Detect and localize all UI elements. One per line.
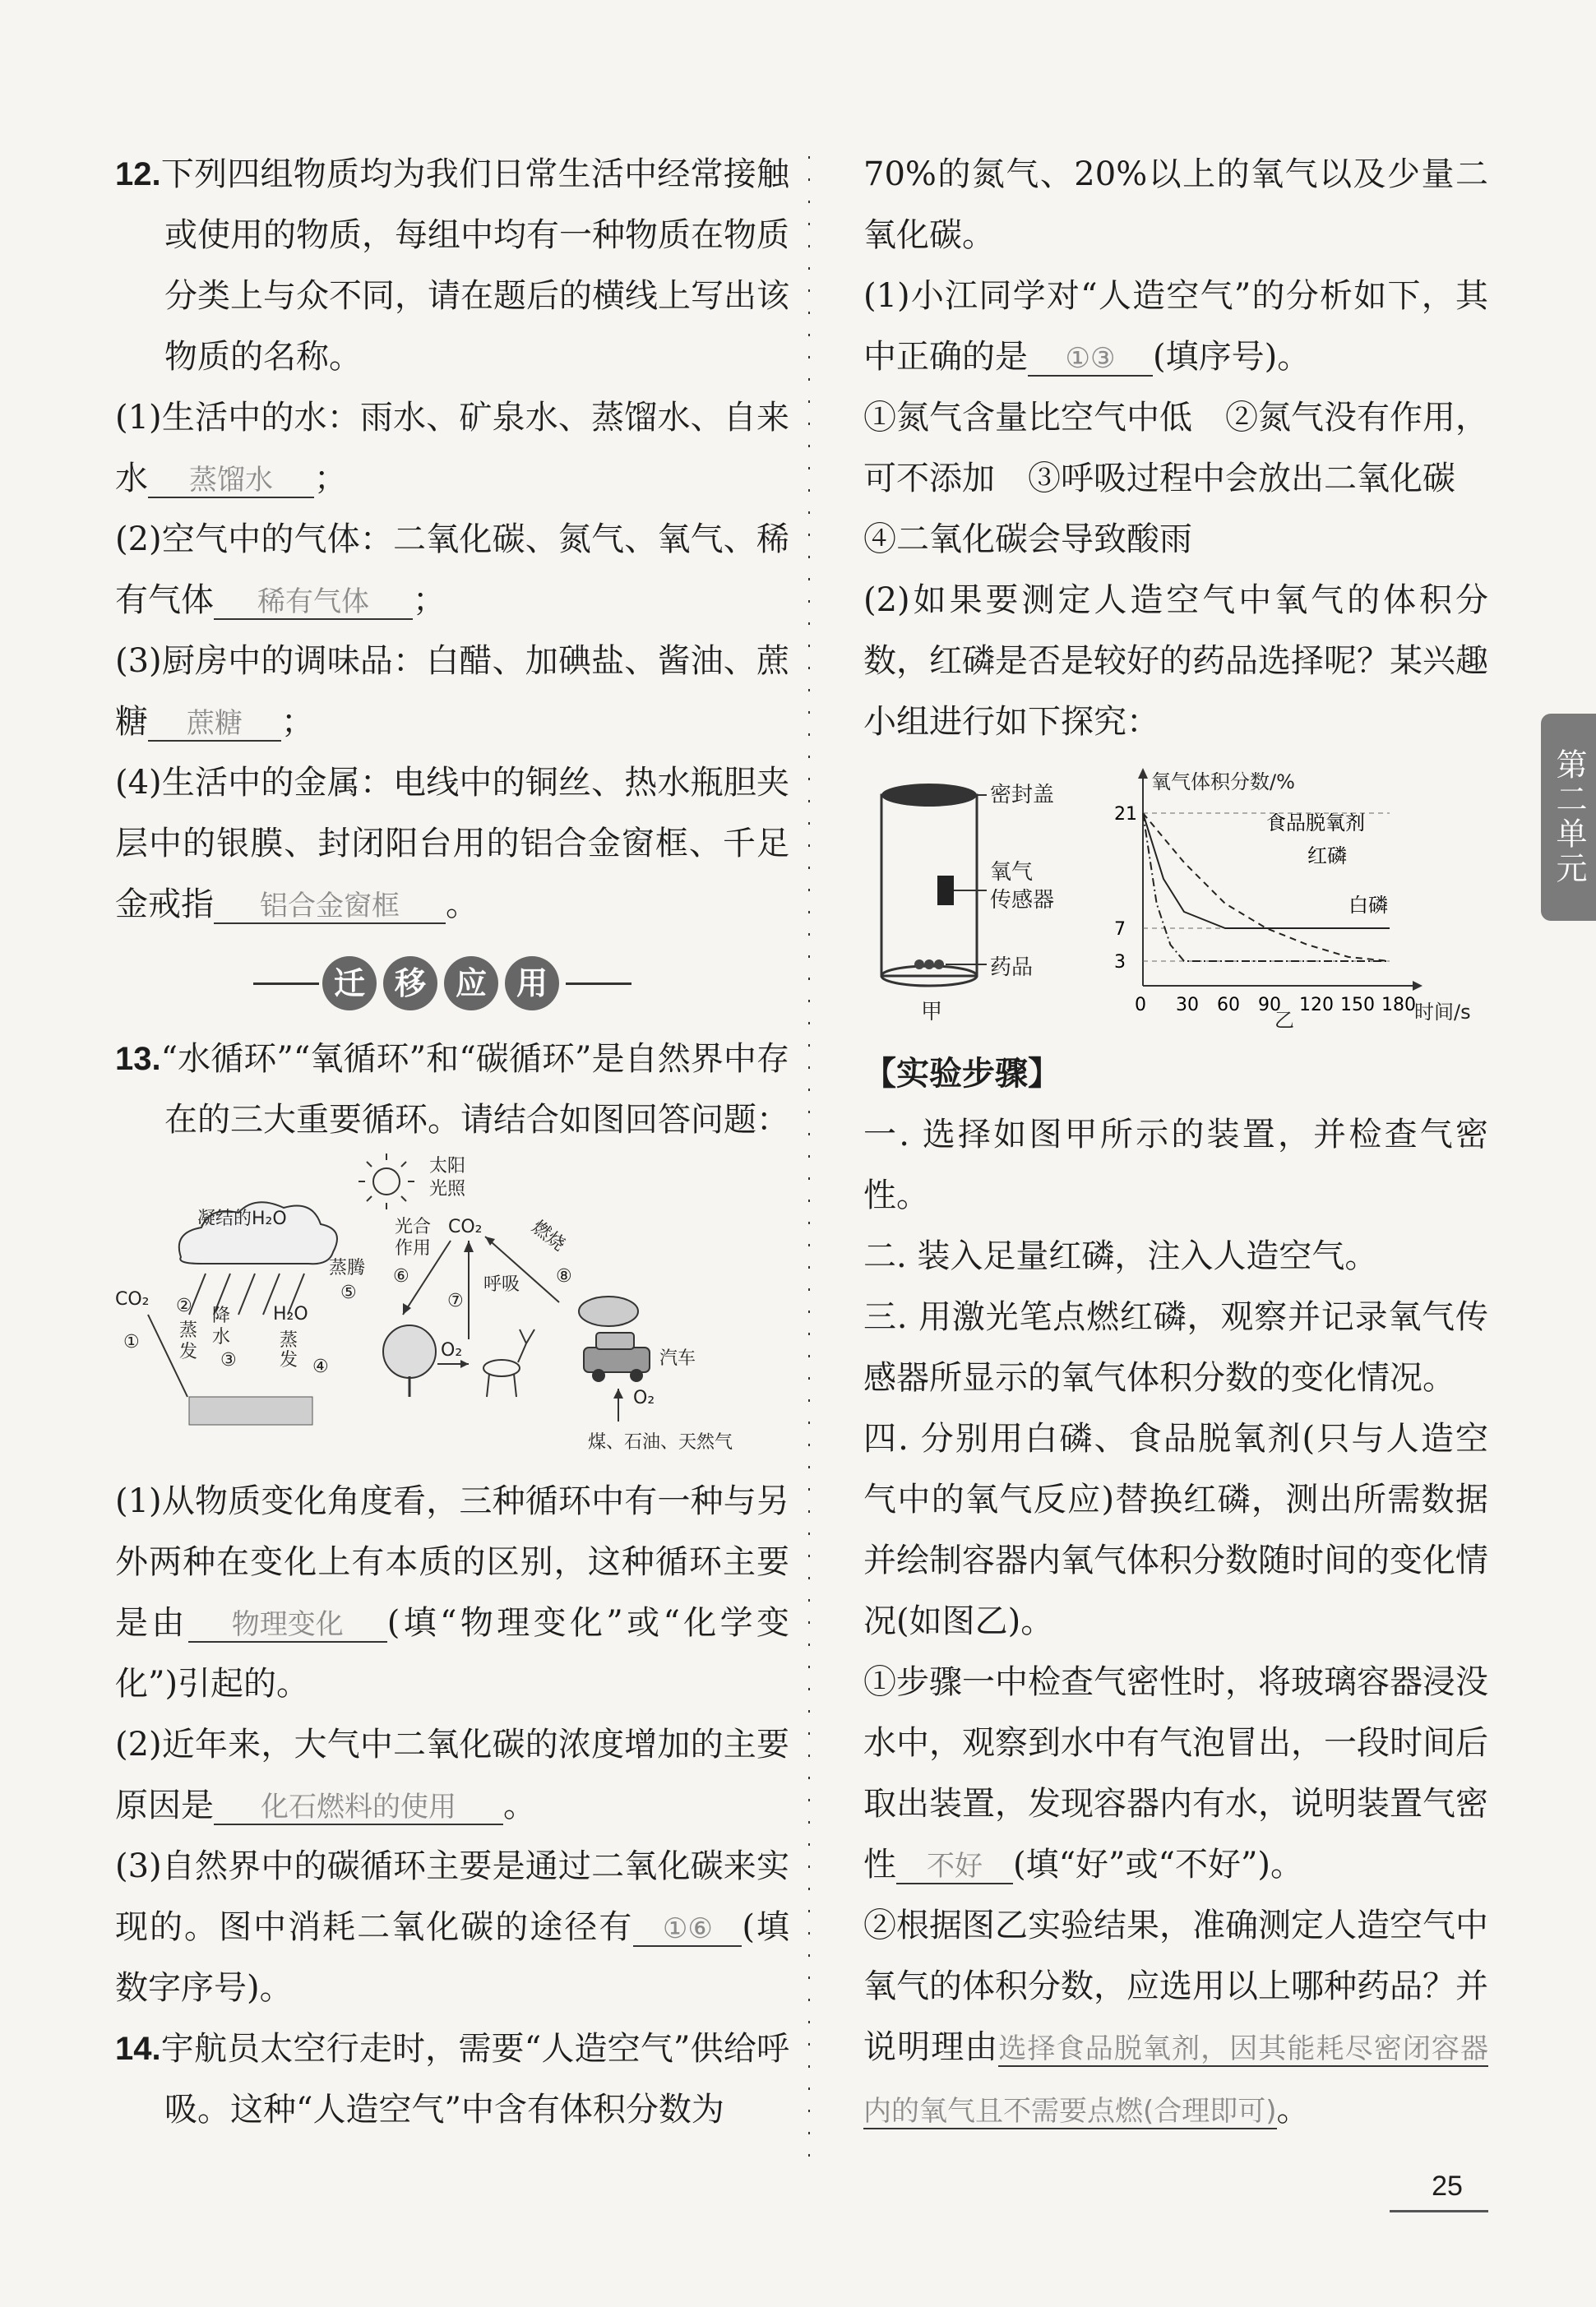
y-tick-label: 7 (1114, 919, 1126, 940)
cycle-figure (115, 1150, 789, 1471)
num-4: ④ (312, 1357, 329, 1377)
page-number: 25 (1432, 2171, 1463, 2202)
answer-blank[interactable]: 蒸馏水 (148, 464, 314, 498)
part-text: (3)自然界中的碳循环主要是通过二氧化碳来实现的。图中消耗二氧化碳的途径有 (115, 1847, 789, 1946)
part-text: ②根据图乙实验结果，准确测定人造空气中氧气的体积分数，应选用以上哪种药品？并说明理由 (863, 1907, 1488, 2066)
question-number: 13. (115, 1041, 161, 1077)
respiration-label: 呼吸 (483, 1274, 520, 1295)
answer-blank[interactable]: 化石燃料的使用 (214, 1791, 503, 1825)
y-tick-label: 21 (1114, 804, 1137, 825)
section-banner (115, 946, 789, 1020)
question-13-stem (115, 1029, 789, 1150)
smoke-icon (579, 1297, 638, 1326)
y-axis-arrow (1138, 768, 1148, 779)
x-tick-label: 60 (1217, 995, 1240, 1015)
answer-line-2[interactable]: 闭容器内的氧气且不需要点燃(合理即 (863, 2032, 1489, 2128)
num-3: ③ (220, 1350, 237, 1371)
water-body-icon (189, 1397, 312, 1425)
drug-label: 药品 (990, 955, 1034, 980)
fuels-label: 煤、石油、天然气 (588, 1432, 733, 1453)
condensed-label: 凝结的H₂O (197, 1209, 287, 1229)
q13-part2 (115, 1714, 789, 1836)
answer-blank[interactable]: 蔗糖 (148, 707, 281, 742)
part-text: (3)厨房中的调味品：白醋、加碘盐、酱油、蔗糖 (115, 642, 789, 741)
banner-char: 应 (444, 956, 498, 1010)
y-axis-label: 氧气体积分数/% (1151, 770, 1295, 793)
co2-left: CO₂ (115, 1289, 150, 1310)
part-text: (1)小江同学对“人造空气”的分析如下，其中正确的是 (863, 277, 1488, 376)
fig-jia-caption: 甲 (921, 1000, 943, 1024)
question-text: 下列四组物质均为我们日常生活中经常接触或使用的物质，每组中均有一种物质在物质分类上与众不同，请在题后的横线上写出该物质的名称。 (160, 155, 789, 376)
part-text: (2)空气中的气体：二氧化碳、氮气、氧气、稀有气体 (115, 520, 789, 619)
burning-label: 燃烧 (527, 1217, 569, 1255)
column-divider (803, 156, 815, 2162)
question-text: “水循环”“氧循环”和“碳循环”是自然界中存在的三大重要循环。请结合如图回答问题： (160, 1040, 789, 1139)
question-text: 宇航员太空行走时，需要“人造空气”供给呼吸。这种“人造空气”中含有体积分数为 (160, 2030, 789, 2129)
o2-car: O₂ (633, 1388, 655, 1408)
step-2: 二. 装入足量红磷，注入人造空气。 (863, 1237, 1378, 1275)
punct: ； (281, 703, 314, 741)
yi-chart (863, 764, 1488, 1035)
part-text: (1)从物质变化角度看，三种循环中有一种与另外两种在变化上有本质的区别，这种循环主要是由 (115, 1482, 789, 1642)
part-text: 。 (503, 1787, 536, 1824)
lid-label: 密封盖 (990, 783, 1055, 807)
sensor-label-1: 氧气 (990, 860, 1034, 885)
photosynthesis-1: 光合 (395, 1217, 432, 1237)
q14-sub-a2 (863, 1895, 1488, 2142)
cycle-diagram (115, 1150, 789, 1471)
series-line-2 (1143, 813, 1390, 961)
x-axis-label: 时间/s (1414, 1001, 1471, 1024)
num-8: ⑧ (556, 1266, 572, 1287)
answer-blank[interactable]: ①⑥ (633, 1912, 742, 1947)
q12-part3 (115, 631, 789, 752)
co2-top: CO₂ (448, 1217, 483, 1237)
x-tick-label: 0 (1135, 995, 1146, 1015)
q14-part2: (2)如果要测定人造空气中氧气的体积分数，红磷是否是较好的药品选择呢？某兴趣小组进行如下探究： (863, 581, 1488, 741)
answer-blank[interactable]: ①③ (1028, 342, 1153, 377)
q12-part2 (115, 509, 789, 631)
question-14-stem (115, 2018, 789, 2140)
transpiration-label: 蒸腾 (329, 1258, 366, 1278)
right-column (863, 144, 1488, 2142)
tree-icon (383, 1325, 436, 1397)
banner-char: 迁 (322, 956, 377, 1010)
h2o-label: H₂O (273, 1304, 308, 1325)
car-label: 汽车 (659, 1348, 696, 1369)
punct: 。 (1276, 2091, 1310, 2129)
evap4b: 发 (280, 1350, 298, 1371)
unit-side-tab[interactable]: 第二单元 (1541, 714, 1596, 921)
sun-label: 太阳 (429, 1156, 466, 1177)
sunlight-label: 光照 (429, 1179, 466, 1200)
x-tick-label: 30 (1176, 995, 1199, 1015)
q14-options-1: ①氮气含量比空气中低 ②氮气没有作用，可不添加 ③呼吸过程中会放出二氧化碳 (863, 399, 1488, 497)
question-number: 12. (115, 156, 161, 192)
part-text: ①步骤一中检查气密性时，将玻璃容器浸没水中，观察到水中有气泡冒出，一段时间后取出装置，发现容器内有水，说明装置气密性 (863, 1663, 1488, 1884)
rain-label-2: 水 (212, 1327, 231, 1348)
steps-title: 【实验步骤】 (863, 1054, 1061, 1093)
x-tick-label: 180 (1381, 995, 1416, 1015)
step-4: 四. 分别用白磷、食品脱氧剂(只与人造空气中的氧气反应)替换红磷，测出所需数据并绘制容器内氧气体积分数随时间的变化情况(如图乙)。 (863, 1420, 1488, 1640)
question-text: 70%的氮气、20%以上的氧气以及少量二氧化碳。 (863, 155, 1488, 254)
part-text: (填序号)。 (1153, 338, 1311, 376)
series-label: 白磷 (1349, 894, 1388, 917)
series-label: 食品脱氧剂 (1266, 811, 1365, 834)
left-column (115, 144, 789, 2140)
q14-continued (863, 144, 1488, 266)
question-12-stem (115, 144, 789, 387)
part-text: (4)生活中的金属：电线中的铜丝、热水瓶胆夹层中的银膜、封闭阳台用的铝合金窗框、千足金戒指 (115, 764, 789, 923)
experiment-figures (863, 764, 1488, 1035)
sun-icon (359, 1154, 414, 1209)
banner-char: 用 (505, 956, 559, 1010)
question-number: 14. (115, 2031, 161, 2067)
series-line-0 (1143, 813, 1390, 961)
evap2b: 发 (179, 1342, 198, 1362)
part-text: (填“好”或“不好”)。 (1013, 1846, 1304, 1884)
q13-part1 (115, 1471, 789, 1714)
o2-mid: O₂ (441, 1340, 463, 1361)
part-text: (2)近年来，大气中二氧化碳的浓度增加的主要原因是 (115, 1726, 789, 1824)
q12-part1 (115, 387, 789, 509)
evap4a: 蒸 (280, 1330, 298, 1351)
punct: ； (413, 581, 446, 619)
num-7: ⑦ (447, 1291, 464, 1311)
answer-blank[interactable]: 稀有气体 (214, 585, 413, 620)
x-tick-label: 150 (1340, 995, 1375, 1015)
fig-yi-caption: 乙 (1274, 1009, 1294, 1032)
punct: ； (314, 460, 347, 497)
punct: 。 (446, 885, 479, 923)
answer-line-1[interactable]: 选择食品脱氧剂，因其能耗尽密 (998, 2032, 1403, 2065)
step-1: 一. 选择如图甲所示的装置，并检查气密性。 (863, 1116, 1488, 1214)
q13-part3 (115, 1836, 789, 2018)
answer-blank[interactable]: 铝合金窗框 (214, 890, 446, 924)
x-tick-label: 90 (1258, 995, 1281, 1015)
x-axis-arrow (1413, 981, 1423, 991)
series-label: 红磷 (1307, 844, 1347, 867)
part-text: (1)生活中的水：雨水、矿泉水、蒸馏水、自来水 (115, 399, 789, 497)
evap2a: 蒸 (179, 1320, 198, 1341)
part-text: (填数字序号)。 (115, 1908, 790, 2007)
sensor-label-2: 传感器 (990, 888, 1055, 913)
page-number-rule (1390, 2210, 1488, 2212)
q12-part4 (115, 752, 789, 935)
y-tick-label: 3 (1114, 952, 1126, 973)
num-6: ⑥ (393, 1266, 409, 1287)
q14-sub-a1 (863, 1652, 1488, 1895)
banner-dash-left (253, 982, 319, 985)
num-5: ⑤ (340, 1283, 357, 1303)
answer-blank[interactable]: 不好 (896, 1850, 1013, 1884)
q14-part1 (863, 266, 1488, 387)
part-text: (填“物理变化”或“化学变化”)引起的。 (115, 1604, 790, 1703)
rain-label: 降 (212, 1306, 231, 1326)
x-tick-label: 120 (1299, 995, 1334, 1015)
num-1: ① (123, 1332, 140, 1352)
step-3: 三. 用激光笔点燃红磷，观察并记录氧气传感器所显示的氧气体积分数的变化情况。 (863, 1298, 1488, 1397)
deer-icon (483, 1329, 534, 1397)
q14-options-2: ④二氧化碳会导致酸雨 (863, 520, 1192, 558)
car-icon (584, 1333, 650, 1382)
photosynthesis-2: 作用 (395, 1238, 432, 1259)
answer-line-3[interactable]: 可) (1237, 2095, 1277, 2128)
banner-char: 移 (383, 956, 437, 1010)
answer-blank[interactable]: 物理变化 (188, 1608, 387, 1643)
num-2: ② (176, 1296, 192, 1316)
banner-dash-right (566, 982, 631, 985)
